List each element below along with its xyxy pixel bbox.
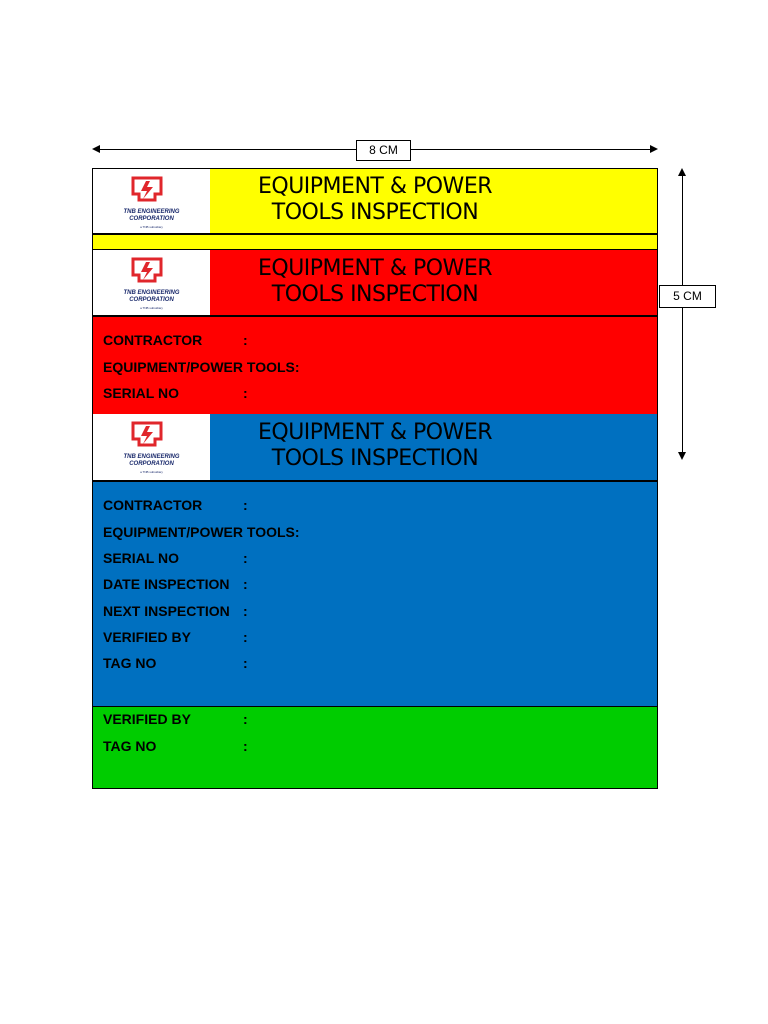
field-tag-no: TAG NO : (103, 655, 248, 671)
width-dimension-label: 8 CM (356, 140, 411, 161)
field-next-inspection: NEXT INSPECTION : (103, 603, 248, 619)
arrow-up-icon (678, 168, 686, 176)
tag-title-line1: EQUIPMENT & POWER (257, 256, 492, 281)
height-dimension-label: 5 CM (659, 285, 716, 308)
tag-title-line2: TOOLS INSPECTION (271, 200, 479, 225)
field-date-inspection: DATE INSPECTION : (103, 576, 248, 592)
field-contractor: CONTRACTOR : (103, 497, 248, 513)
arrow-right-icon (650, 145, 658, 153)
logo-company-name-line2: CORPORATION (129, 461, 174, 467)
field-verified-by: VERIFIED BY : (103, 711, 248, 727)
logo-company-name-line2: CORPORATION (129, 297, 174, 303)
field-equipment: EQUIPMENT/POWER TOOLS: (103, 524, 300, 540)
tnb-logo-icon (129, 257, 165, 287)
logo-tagline: a TNB subsidiary (140, 470, 163, 474)
logo-tagline: a TNB subsidiary (140, 306, 163, 310)
field-contractor: CONTRACTOR : (103, 332, 248, 348)
tnb-logo-icon (129, 421, 165, 451)
divider (92, 480, 658, 482)
field-tag-no: TAG NO : (103, 738, 248, 754)
tag-title-line1: EQUIPMENT & POWER (257, 174, 492, 199)
logo-company-name: TNB ENGINEERING (123, 209, 180, 215)
arrow-down-icon (678, 452, 686, 460)
logo-company-name: TNB ENGINEERING (123, 454, 180, 460)
green-tag (92, 706, 658, 789)
yellow-tag-header (92, 168, 658, 250)
field-equipment: EQUIPMENT/POWER TOOLS: (103, 359, 300, 375)
height-dimension-line (682, 172, 683, 457)
red-tag (92, 250, 658, 415)
divider (92, 315, 658, 317)
logo-panel (93, 169, 210, 235)
tag-title-line1: EQUIPMENT & POWER (257, 420, 492, 445)
logo-panel (93, 414, 210, 481)
tag-title-line2: TOOLS INSPECTION (271, 282, 479, 307)
blue-tag (92, 414, 658, 707)
field-serial-no: SERIAL NO : (103, 385, 248, 401)
tnb-logo-icon (129, 176, 165, 206)
logo-tagline: a TNB subsidiary (140, 225, 163, 229)
logo-company-name-line2: CORPORATION (129, 216, 174, 222)
field-verified-by: VERIFIED BY : (103, 629, 248, 645)
logo-company-name: TNB ENGINEERING (123, 290, 180, 296)
field-serial-no: SERIAL NO : (103, 550, 248, 566)
logo-panel (93, 250, 210, 317)
divider (92, 233, 658, 235)
tag-title-line2: TOOLS INSPECTION (271, 446, 479, 471)
arrow-left-icon (92, 145, 100, 153)
